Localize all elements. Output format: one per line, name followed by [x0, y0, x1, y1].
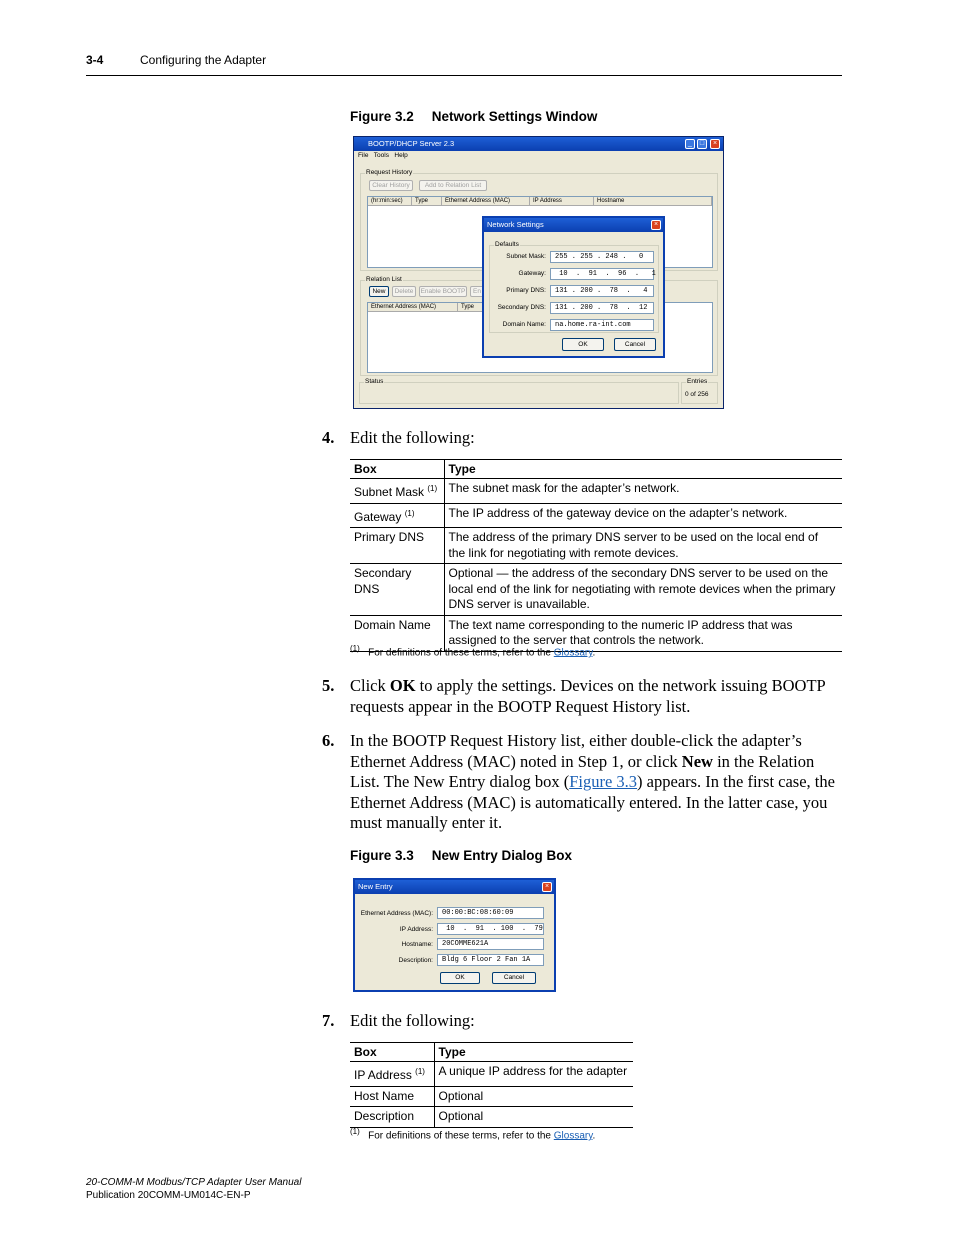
table2-header-type: Type: [434, 1043, 633, 1062]
domain-name-input[interactable]: na.home.ra-int.com: [550, 319, 654, 331]
manual-title: 20-COMM-M Modbus/TCP Adapter User Manual: [86, 1177, 302, 1188]
close-icon[interactable]: ×: [710, 139, 720, 149]
entries-label: Entries: [687, 378, 708, 385]
table-cell-type: The IP address of the gateway device on the adapter’s network.: [444, 503, 842, 528]
step-4-number: 4.: [322, 428, 335, 447]
table-cell-type: Optional: [434, 1107, 633, 1128]
page-number: 3-4: [86, 53, 104, 67]
col-ip[interactable]: IP Address: [530, 197, 594, 206]
table-footnote: [350, 644, 595, 658]
cancel-button[interactable]: Cancel: [614, 338, 656, 351]
chapter-title: Configuring the Adapter: [140, 53, 267, 67]
ok-button[interactable]: OK: [562, 338, 604, 351]
delete-button[interactable]: Delete: [392, 286, 416, 297]
table-row: [350, 1086, 633, 1107]
step-6-mid: in the Relation List. The New Entry dialog box (: [350, 751, 815, 791]
col-mac[interactable]: Ethernet Address (MAC): [442, 197, 530, 206]
table2-footnote: [350, 1127, 595, 1141]
col-time[interactable]: (hr:min:sec): [368, 197, 412, 206]
table-cell-type: The text name corresponding to the numeric IP address that was assigned to the server that controls the network.: [444, 615, 842, 651]
step-7-text: Edit the following:: [350, 1011, 475, 1030]
table-cell-type: Optional: [434, 1086, 633, 1107]
figure-title: Network Settings Window: [431, 109, 598, 124]
menu-help[interactable]: Help: [394, 152, 408, 159]
table-cell-type: A unique IP address for the adapter: [434, 1062, 633, 1087]
footnote2-end: .: [592, 1130, 596, 1142]
step-6-pre: In the BOOTP Request History list, either double-click the adapter’s Ethernet Address (MAC) noted in Step 1, or click: [350, 731, 802, 771]
table-cell-box: Host Name: [350, 1086, 434, 1107]
window-titlebar: [354, 137, 723, 151]
gateway-input[interactable]: 10 . 91 . 96 . 1: [550, 268, 654, 280]
table-row: [350, 1062, 633, 1087]
step-5-ok: OK: [389, 676, 416, 695]
glossary-link[interactable]: Glossary: [553, 647, 593, 659]
col-type[interactable]: Type: [412, 197, 442, 206]
menu-bar: [354, 151, 723, 160]
primary-dns-input[interactable]: 131 . 200 . 78 . 4: [550, 285, 654, 297]
header-rule: [86, 75, 842, 76]
entries-value: 0 of 256: [685, 391, 709, 398]
figure-3-3-link[interactable]: Figure 3.3: [569, 772, 638, 791]
mac-input[interactable]: 00:00:BC:08:60:09: [437, 907, 544, 919]
col-relation-mac[interactable]: Ethernet Address (MAC): [368, 303, 458, 312]
new-entry-titlebar: [355, 880, 554, 894]
new-entry-table: [350, 1042, 633, 1128]
description-input[interactable]: Bldg 6 Floor 2 Fan 1A: [437, 954, 544, 966]
entries-box: [681, 378, 718, 404]
status-box: [359, 378, 679, 404]
table-cell-box: IP Address $^{(1)}$: [350, 1062, 434, 1087]
minimize-icon[interactable]: _: [685, 139, 695, 149]
step-5: [322, 676, 842, 717]
table-cell-box: Subnet Mask $^{(1)}$: [350, 479, 444, 504]
dialog-titlebar: [484, 218, 663, 232]
footnote2-text: For definitions of these terms, refer to the: [368, 1130, 551, 1142]
page-footer: [86, 1176, 301, 1202]
subnet-mask-label: Subnet Mask:: [506, 253, 546, 260]
table-cell-box: Description: [350, 1107, 434, 1128]
footnote2-mark: (1): [350, 1127, 360, 1136]
new-button[interactable]: New: [369, 286, 389, 297]
table-cell-box: Domain Name: [350, 615, 444, 651]
new-entry-cancel-button[interactable]: Cancel: [492, 972, 536, 984]
footnote-mark: (1): [350, 644, 360, 653]
table-header-box: Box: [350, 460, 444, 479]
add-to-relation-button[interactable]: Add to Relation List: [419, 180, 487, 191]
table-cell-box: Secondary DNS: [350, 564, 444, 616]
ip-address-label: IP Address:: [399, 926, 433, 933]
network-settings-dialog: [482, 216, 665, 358]
maximize-icon[interactable]: □: [697, 139, 707, 149]
hostname-label: Hostname:: [401, 941, 433, 948]
table-row: [350, 1107, 633, 1128]
network-settings-table: [350, 459, 842, 652]
menu-tools[interactable]: Tools: [373, 152, 389, 159]
new-entry-close-icon[interactable]: ×: [542, 882, 552, 892]
secondary-dns-input[interactable]: 131 . 200 . 78 . 12: [550, 302, 654, 314]
step-7-number: 7.: [322, 1011, 335, 1030]
figure-label-2: Figure 3.3: [350, 848, 414, 863]
figure-label: Figure 3.2: [350, 109, 414, 124]
table2-header-box: Box: [350, 1043, 434, 1062]
ip-address-input[interactable]: 10 . 91 . 100 . 79: [437, 923, 544, 935]
table-cell-type: Optional — the address of the secondary DNS server to be used on the local end of the link for negotiating with remote devices when the primary DNS server is unavailable.: [444, 564, 842, 616]
table-cell-type: The address of the primary DNS server to be used on the local end of the link for negotiating with remote devices.: [444, 528, 842, 564]
gateway-label: Gateway:: [518, 270, 546, 277]
col-hostname[interactable]: Hostname: [594, 197, 712, 206]
table-cell-type: The subnet mask for the adapter’s network.: [444, 479, 842, 504]
figure-caption-2: [350, 848, 572, 863]
request-history-label: Request History: [366, 169, 413, 176]
new-entry-dialog: [353, 878, 556, 992]
step-4: [322, 428, 475, 449]
table-row: [350, 528, 842, 564]
clear-history-button[interactable]: Clear History: [369, 180, 413, 191]
secondary-dns-label: Secondary DNS:: [497, 304, 546, 311]
primary-dns-label: Primary DNS:: [506, 287, 546, 294]
defaults-group: [489, 241, 659, 333]
step-6: [322, 731, 842, 834]
step-6-number: 6.: [322, 731, 335, 750]
relation-list-label: Relation List: [366, 276, 402, 283]
dialog-close-icon[interactable]: ×: [651, 220, 661, 230]
publication-number: Publication 20COMM-UM014C-EN-P: [86, 1190, 251, 1201]
figure-title-2: New Entry Dialog Box: [431, 848, 573, 863]
enable-bootp-button[interactable]: Enable BOOTP: [420, 288, 466, 295]
footnote-end: .: [592, 647, 596, 659]
table-row: [350, 564, 842, 616]
figure-caption: [350, 109, 597, 124]
dialog-title: Network Settings: [487, 220, 544, 229]
step-5-pre: Click: [350, 676, 390, 695]
table-header-type: Type: [444, 460, 842, 479]
step-7: [322, 1011, 475, 1032]
description-label: Description:: [398, 957, 433, 964]
step-5-number: 5.: [322, 676, 335, 695]
step-6-post: ) appears. In the first case, the Ethernet Address (MAC) is automatically entered. In the latter case, you must manually enter it.: [350, 772, 835, 832]
new-entry-title: New Entry: [358, 882, 393, 891]
step-6-new: New: [681, 751, 713, 771]
glossary-link-2[interactable]: Glossary: [553, 1130, 593, 1142]
table-cell-box: Gateway $^{(1)}$: [350, 503, 444, 528]
mac-label: Ethernet Address (MAC):: [360, 910, 433, 917]
window-title: BOOTP/DHCP Server 2.3: [368, 139, 455, 148]
table-row: [350, 479, 842, 504]
status-label: Status: [365, 378, 384, 385]
table-cell-box: Primary DNS: [350, 528, 444, 564]
col-relation-type[interactable]: Type: [458, 303, 488, 312]
footnote-text: For definitions of these terms, refer to the: [368, 647, 551, 659]
subnet-mask-input[interactable]: 255 . 255 . 248 . 0: [550, 251, 654, 263]
menu-file[interactable]: File: [358, 152, 369, 159]
enable-dhcp-button[interactable]: En: [470, 286, 484, 297]
step-5-post: to apply the settings. Devices on the network issuing BOOTP requests appear in the BOOTP Request History list.: [350, 676, 826, 716]
hostname-input[interactable]: 20COMME621A: [437, 938, 544, 950]
table-row: [350, 503, 842, 528]
defaults-label: Defaults: [495, 241, 519, 248]
new-entry-ok-button[interactable]: OK: [440, 972, 480, 984]
domain-name-label: Domain Name:: [502, 321, 546, 328]
step-4-text: Edit the following:: [350, 428, 475, 447]
